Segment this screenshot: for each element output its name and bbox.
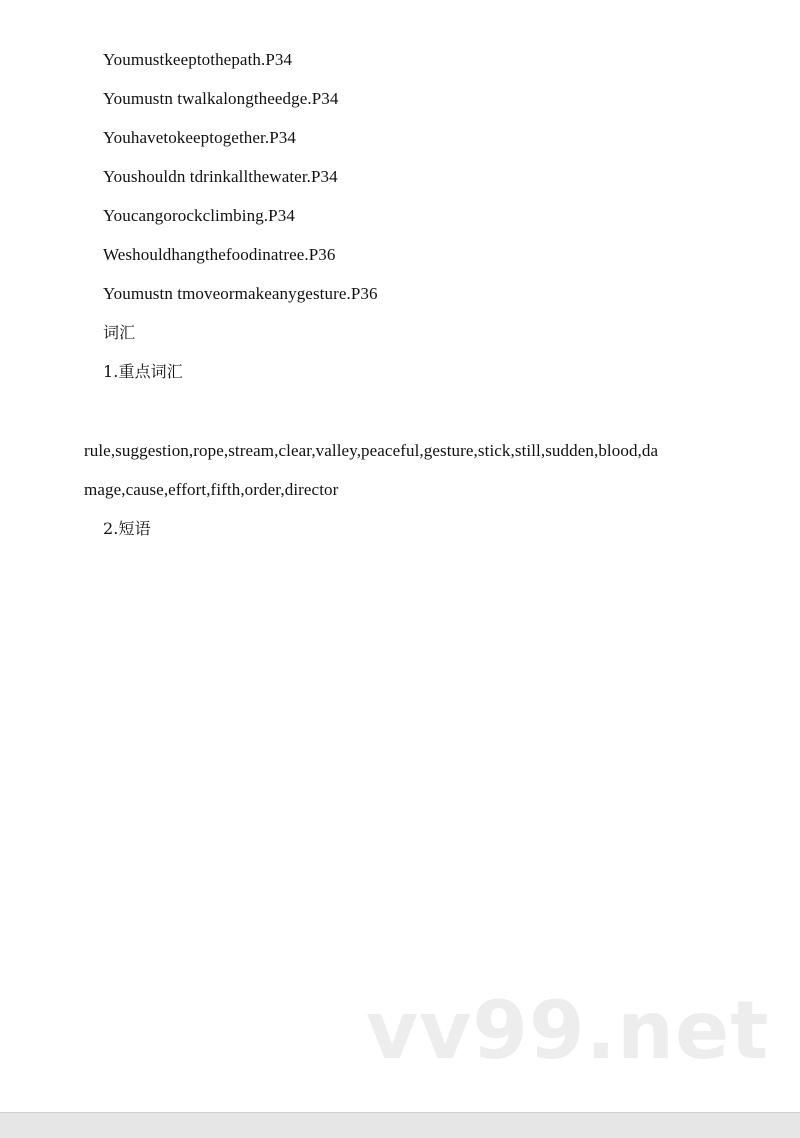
section-title: 词汇 [103,323,136,342]
vocabulary-line: mage,cause,effort,fifth,order,director [84,480,339,499]
subsection-heading-phrases: 2.短语 [103,519,151,538]
subsection-heading-key-vocabulary: 1.重点词汇 [103,362,183,381]
watermark: vv99.net [366,984,770,1077]
sentence-line: Youcangorockclimbing.P34 [103,206,295,225]
sentence-line: Youmustkeeptothepath.P34 [103,50,293,69]
sentence-line: Youmustn twalkalongtheedge.P34 [103,89,339,108]
bottom-bar [0,1112,800,1138]
sentence-line: Weshouldhangthefoodinatree.P36 [103,245,336,264]
sentence-line: Youshouldn tdrinkallthewater.P34 [103,167,338,186]
vocabulary-line: rule,suggestion,rope,stream,clear,valley,peaceful,gesture,stick,still,sudden,blood,da [84,441,659,460]
sentence-line: Youhavetokeeptogether.P34 [103,128,296,147]
sentence-line: Youmustn tmoveormakeanygesture.P36 [103,284,378,303]
